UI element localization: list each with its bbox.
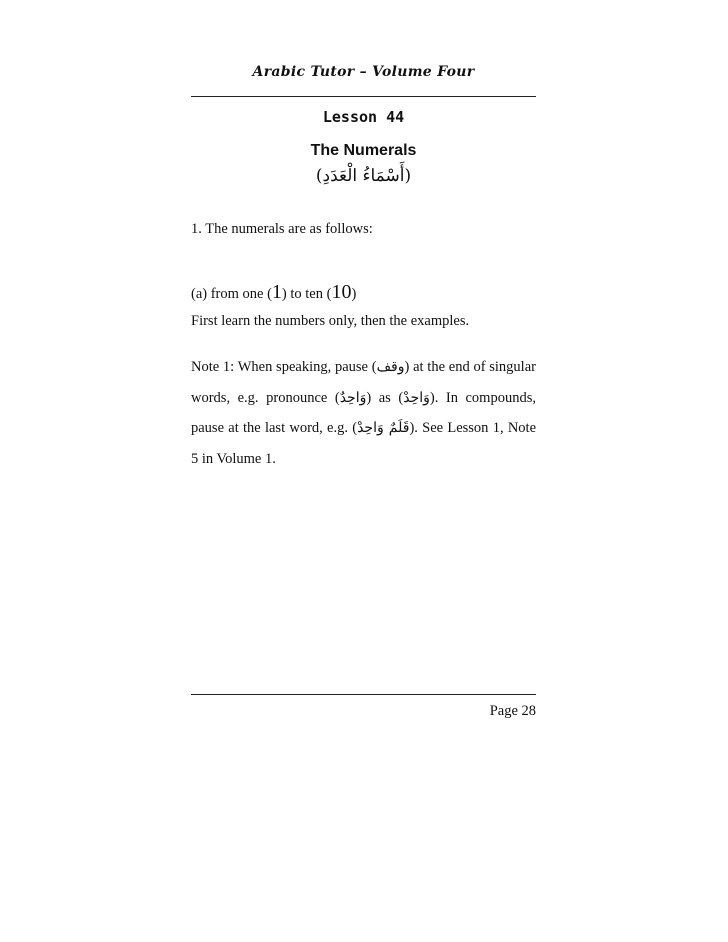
range-suffix: )	[351, 286, 357, 302]
range-middle: ) to ten (	[281, 286, 332, 302]
note-text-5: ). See Lesson 1, Note 5 in Volume 1.	[191, 420, 537, 467]
range-number-one: 1	[271, 281, 282, 303]
range-prefix: (a) from one (	[191, 286, 272, 302]
chapter-title-arabic: (أَسْمَاءُ الْعَدَدِ)	[315, 166, 412, 186]
note-text-3: ) as (	[366, 389, 404, 406]
arabic-term-wahid: وَاحِدْ	[403, 389, 430, 406]
paragraph-intro: 1. The numerals are as follows:	[191, 221, 373, 237]
lesson-label: Lesson 44	[322, 108, 405, 126]
footer-rule	[191, 694, 536, 695]
paragraph-instruction: First learn the numbers only, then the examples.	[191, 313, 470, 329]
note-paragraph	[191, 352, 536, 474]
note-text-2: ) at the end of singular words, e.g. pronounce (	[191, 359, 536, 406]
note-text-1: Note 1: When speaking, pause (	[191, 359, 377, 375]
arabic-term-wahidun: وَاحِدٌ	[339, 389, 367, 406]
chapter-title: The Numerals	[310, 142, 417, 159]
paragraph-range	[191, 282, 536, 304]
header-rule	[191, 96, 536, 97]
note-text-4: ). In compounds, pause at the last word, e.g. (	[191, 389, 536, 436]
running-header: Arabic Tutor – Volume Four	[252, 64, 475, 80]
range-number-ten: 10	[331, 281, 352, 303]
arabic-term-qalamun-wahid: قَلَمٌ وَاحِدْ	[357, 420, 410, 436]
page-number: Page 28	[489, 703, 536, 719]
arabic-term-waqf: وقف	[376, 359, 405, 375]
